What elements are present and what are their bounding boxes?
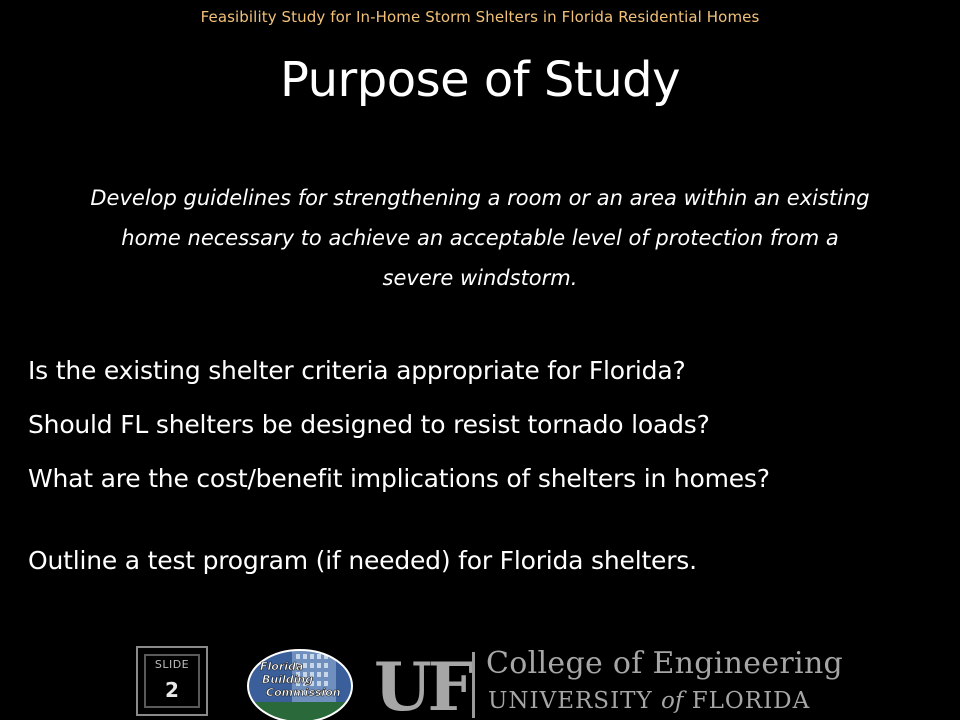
- college-of-engineering: College of Engineering: [486, 646, 844, 681]
- slide-title: Purpose of Study: [280, 52, 680, 108]
- florida-building-commission-logo: [246, 646, 354, 720]
- florida-word: FLORIDA: [691, 688, 811, 714]
- slide-number: 2: [165, 678, 179, 702]
- university-of-word: of: [661, 688, 684, 714]
- fbc-logo-word-florida: Florida: [260, 660, 304, 673]
- slide-label: SLIDE: [154, 658, 190, 671]
- uf-logo: [372, 650, 472, 716]
- purpose-statement: Develop guidelines for strengthening a room or an area within an existing home necessary to achieve an acceptable level of protection from a severe windstorm.: [90, 186, 870, 290]
- questions-list: [28, 344, 948, 506]
- fbc-logo-word-building: Building: [262, 673, 314, 686]
- question-item: What are the cost/benefit implications of shelters in homes?: [28, 464, 770, 493]
- university-of-florida: [488, 688, 810, 714]
- outline-item: Outline a test program (if needed) for Florida shelters.: [28, 546, 697, 575]
- question-item: Is the existing shelter criteria appropriate for Florida?: [28, 356, 686, 385]
- uf-logo-letters: UF: [374, 650, 471, 716]
- question-item: Should FL shelters be designed to resist tornado loads?: [28, 410, 710, 439]
- logo-divider: [472, 652, 475, 718]
- slide-number-badge: [136, 646, 208, 716]
- fbc-logo-word-commission: Commission: [266, 686, 341, 699]
- university-word: UNIVERSITY: [488, 688, 653, 714]
- study-title-header: Feasibility Study for In-Home Storm Shelters in Florida Residential Homes: [200, 8, 760, 26]
